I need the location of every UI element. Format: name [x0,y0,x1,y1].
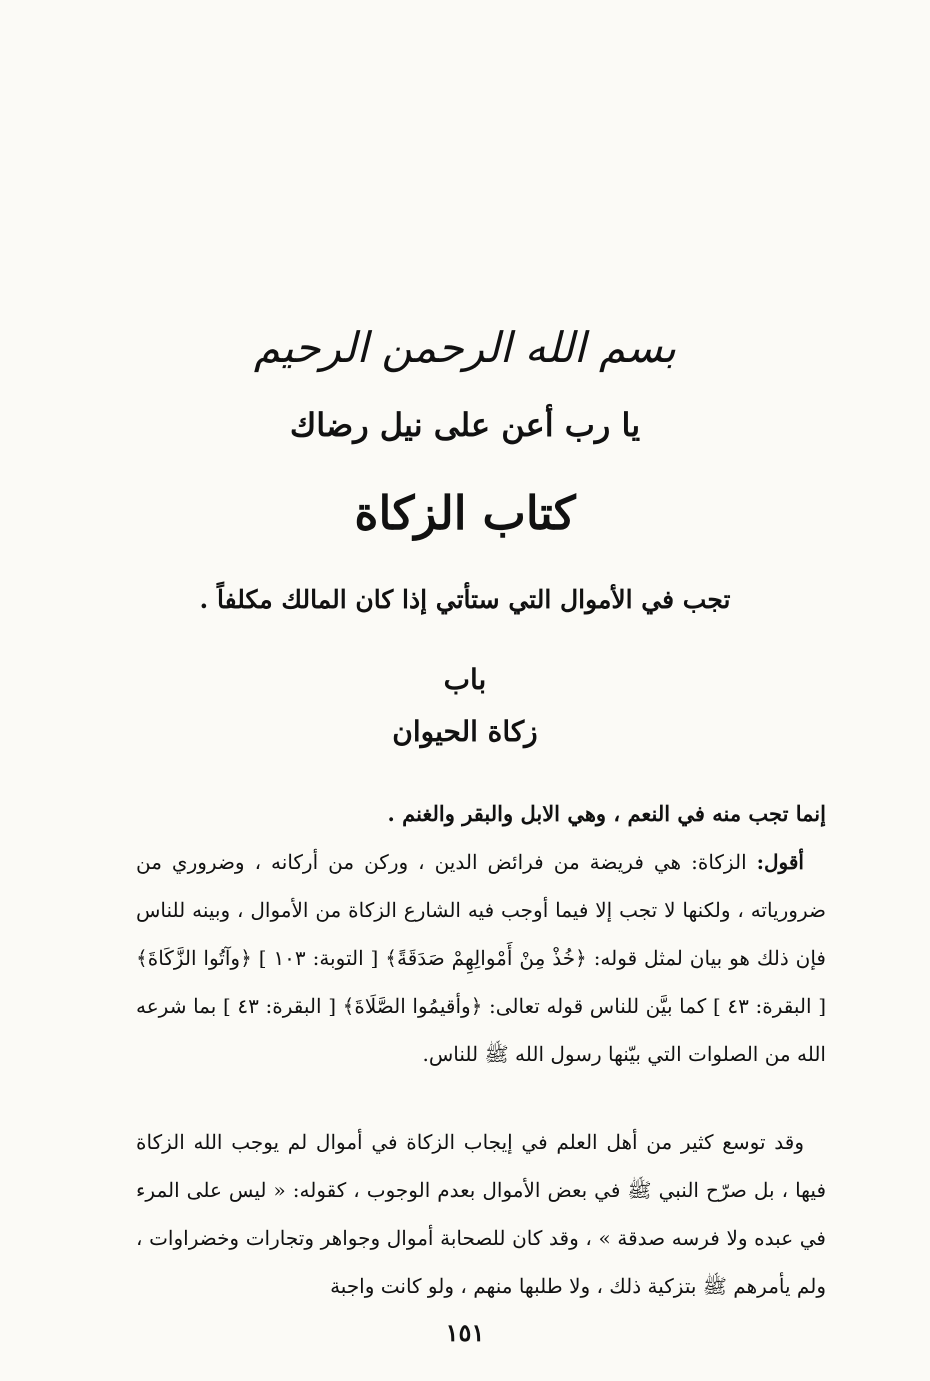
commentary-lead-word: أقول: [756,850,804,874]
commentary-paragraph-2 [136,1118,826,1310]
chapter-label: باب [443,663,487,696]
commentary-paragraph-1 [136,838,826,1078]
page-number: ١٥١ [445,1318,485,1347]
commentary-paragraph-2-text: وقد توسع كثير من أهل العلم في إيجاب الزكاة في أموال لم يوجب الله الزكاة فيها ، بل صرّح النبي ﷺ في بعض الأموال بعدم الوجوب ، كقوله: « ليس على المرء في عبده ولا فرسه صدقة » ، وقد كان للصحابة أموال وجواهر وتجارات وخضراوات ، ولم يأمرهم ﷺ بتزكية ذلك ، ولا طلبها منهم ، ولو كانت واجبة [136,1130,826,1298]
invocation-heading: يا رب أعن على نيل رضاك [289,406,641,444]
commentary-paragraph-1-text: الزكاة: هي فريضة من فرائض الدين ، وركن من أركانه ، وضروري من ضرورياته ، ولكنها لا تجب إلا فيما أوجب فيه الشارع الزكاة من الأموال ، وبينه للناس فإن ذلك هو بيان لمثل قوله: ﴿خُذْ مِنْ أَمْوالِهِمْ صَدَقَةً﴾ [ التوبة: ١٠٣ ] ﴿وآتُوا الزَّكَاةَ﴾ [ البقرة: ٤٣ ] كما بيَّن للناس قوله تعالى: ﴿وأقيمُوا الصَّلَاةَ﴾ [ البقرة: ٤٣ ] بما شرعه الله من الصلوات التي بيّنها رسول الله ﷺ للناس. [136,850,827,1066]
book-title: كتاب الزكاة [354,486,576,540]
chapter-title: زكاة الحيوان [392,715,538,748]
intro-statement: تجب في الأموال التي ستأتي إذا كان المالك مكلفاً . [199,585,731,614]
basmala-calligraphy: بسم الله الرحمن الرحيم [253,323,677,372]
matn-text: إنما تجب منه في النعم ، وهي الابل والبقر والغنم . [387,801,826,826]
